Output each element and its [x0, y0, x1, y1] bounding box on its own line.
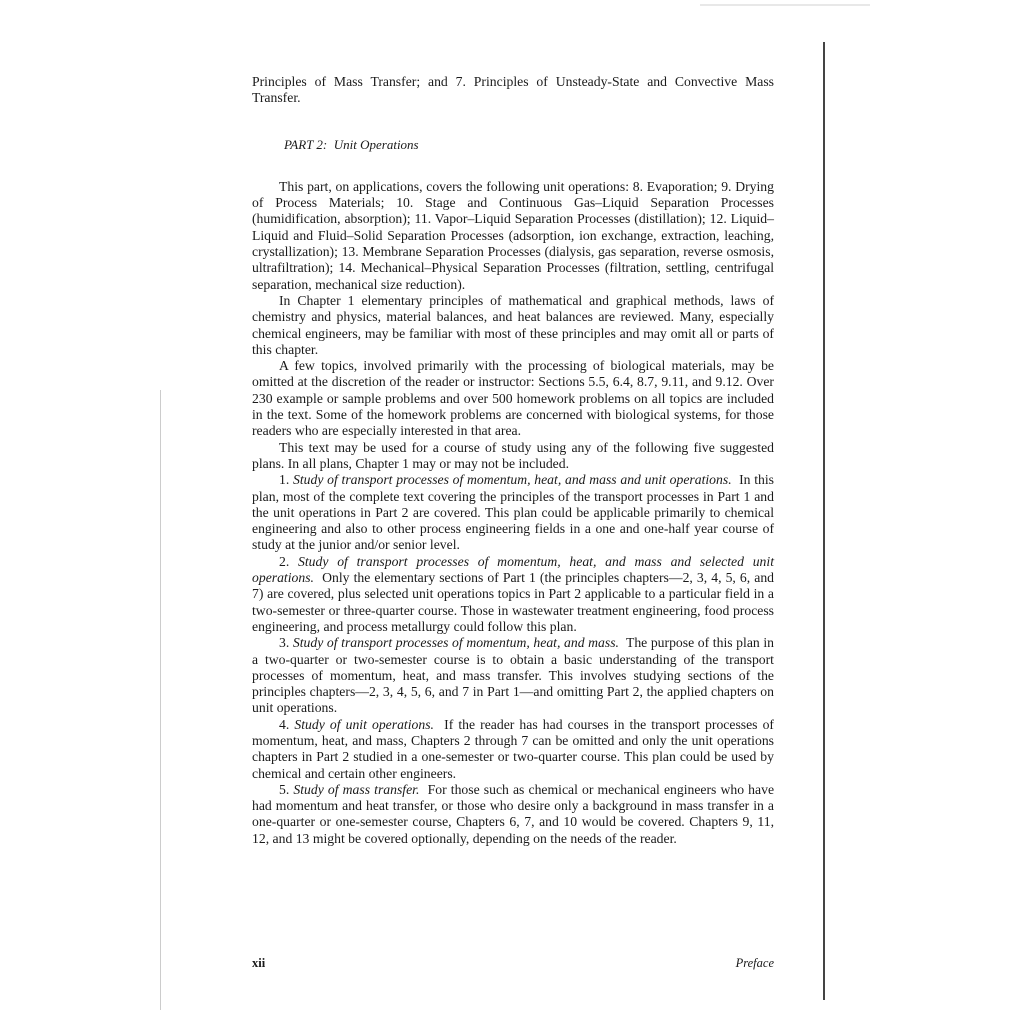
plan-body: Only the elementary sections of Part 1 (the principles chapters—2, 3, 4, 5, 6, and 7) are covered, plus selected unit operations topics in Part 2 applicable to a particular field in a two-semester or three-quarter course. Those in wastewater treatment engineering, food process engineering, and process metallurgy could follow this plan. — [252, 570, 775, 634]
running-footer-section: Preface — [735, 956, 774, 970]
plan-body: For those such as chemical or mechanical engineers who have had momentum and heat transfer, or those who desire only a background in mass transfer in a one-quarter or one-semester course, Chapters 6, 7, and 10 would be covered. Chapters 9, 11, 12, and 13 might be covered optionally, depending on the needs of the reader. — [252, 781, 775, 846]
scan-smudge — [700, 4, 870, 6]
plan-item — [252, 782, 774, 847]
plan-item — [252, 554, 774, 635]
plan-title: Study of transport processes of momentum, heat, and mass and unit operations. — [293, 472, 732, 488]
paragraph: In Chapter 1 elementary principles of mathematical and graphical methods, laws of chemistry and physics, material balances, and heat balances are reviewed. Many, especially chemical engineers, may be familiar with most of these principles and may omit all or parts of this chapter. — [252, 292, 774, 357]
plan-title: Study of transport processes of momentum, heat, and mass and selected unit operations. — [252, 553, 774, 586]
plan-number: 2. — [279, 553, 290, 569]
plan-body: If the reader has had courses in the transport processes of momentum, heat, and mass, Chapters 2 through 7 can be omitted and only the unit operations chapters in Part 2 studied in a one-semester or two-quarter course. This plan could be used by chemical and certain other engineers. — [252, 716, 774, 781]
plan-number: 4. — [279, 716, 290, 732]
plan-number: 1. — [279, 472, 290, 488]
plan-item — [252, 717, 774, 782]
plan-item — [252, 635, 774, 716]
scan-edge-line — [160, 390, 161, 1010]
plan-number: 5. — [279, 781, 290, 797]
plan-item — [252, 472, 774, 553]
plan-body: In this plan, most of the complete text covering the principles of the transport processes in Part 1 and the unit operations in Part 2 are covered. This plan could be applicable primarily to chemical engineering and also to other process engineering fields in a one and one-half year course of study at the junior and/or senior level. — [252, 472, 775, 553]
plan-body: The purpose of this plan in a two-quarter or two-semester course is to obtain a basic understanding of the transport processes of momentum, heat, and mass transfer. This involves studying sections of the principles chapters—2, 3, 4, 5, 6, and 7 in Part 1—and omitting Part 2, the applied chapters on unit operations. — [252, 635, 775, 716]
part-label: PART 2 — [284, 136, 323, 152]
part-heading: PART 2: Unit Operations — [284, 136, 419, 152]
plan-title: Study of transport processes of momentum, heat, and mass. — [292, 635, 619, 651]
page-edge-rule — [823, 42, 825, 1000]
part-title: Unit Operations — [333, 136, 419, 152]
plan-title: Study of mass transfer. — [293, 781, 420, 797]
paragraph: This text may be used for a course of study using any of the following five suggested plans. In all plans, Chapter 1 may or may not be included. — [252, 439, 774, 471]
intro-continuation: Principles of Mass Transfer; and 7. Principles of Unsteady-State and Convective Mass Transfer. — [252, 74, 774, 106]
plan-title: Study of unit operations. — [294, 716, 434, 732]
page-body — [252, 74, 774, 847]
paragraph: This part, on applications, covers the following unit operations: 8. Evaporation; 9. Drying of Process Materials; 10. Stage and Continuous Gas–Liquid Separation Processes (humidification, absorption); 11. Vapor–Liquid Separation Processes (distillation); 12. Liquid–Liquid and Fluid–Solid Separation Processes (adsorption, ion exchange, extraction, leaching, crystallization); 13. Membrane Separation Processes (dialysis, gas separation, reverse osmosis, ultrafiltration); 14. Mechanical–Physical Separation Processes (filtration, settling, centrifugal separation, mechanical size reduction). — [252, 178, 774, 292]
paragraph: A few topics, involved primarily with the processing of biological materials, may be omitted at the discretion of the reader or instructor: Sections 5.5, 6.4, 8.7, 9.11, and 9.12. Over 230 example or sample problems and over 500 homework problems on all topics are included in the text. Some of the homework problems are concerned with biological systems, for those readers who are especially interested in that area. — [252, 358, 774, 439]
plan-number: 3. — [279, 635, 290, 651]
page-number: xii — [252, 956, 266, 970]
